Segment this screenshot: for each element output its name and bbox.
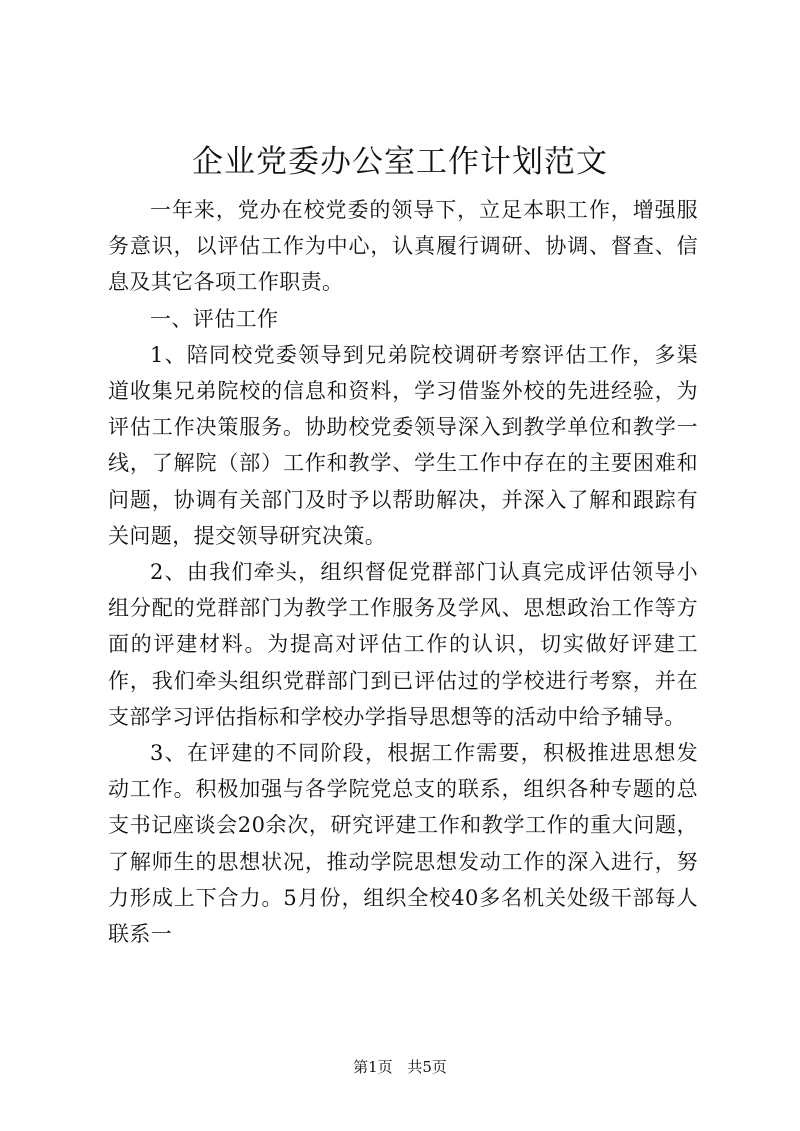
document-body	[108, 192, 698, 952]
page-total: 共5页	[407, 1058, 447, 1076]
page-number: 第1页	[353, 1058, 393, 1076]
section-heading: 一、评估工作	[150, 306, 279, 331]
body-paragraph: 1、陪同校党委领导到兄弟院校调研考察评估工作，多渠道收集兄弟院校的信息和资料，学习借鉴外校的先进经验，为评估工作决策服务。协助校党委领导深入到教学单位和教学一线，了解院（部）工作和教学、学生工作中存在的主要困难和问题，协调有关部门及时予以帮助解决，并深入了解和跟踪有关问题，提交领导研究决策。	[108, 342, 698, 548]
body-paragraph: 2、由我们牵头，组织督促党群部门认真完成评估领导小组分配的党群部门为教学工作服务及学风、思想政治工作等方面的评建材料。为提高对评估工作的认识，切实做好评建工作，我们牵头组织党群部门到已评估过的学校进行考察，并在支部学习评估指标和学校办学指导思想等的活动中给予辅导。	[108, 560, 698, 729]
body-paragraph: 3、在评建的不同阶段，根据工作需要，积极推进思想发动工作。积极加强与各学院党总支的联系，组织各种专题的总支书记座谈会20余次，研究评建工作和教学工作的重大问题，了解师生的思想状况，推动学院思想发动工作的深入进行，努力形成上下合力。5月份，组织全校40多名机关处级干部每人联系一	[108, 741, 698, 947]
intro-paragraph: 一年来，党办在校党委的领导下，立足本职工作，增强服务意识，以评估工作为中心，认真履行调研、协调、督查、信息及其它各项工作职责。	[108, 198, 698, 295]
page-footer	[0, 1057, 800, 1077]
document-title: 企业党委办公室工作计划范文	[192, 144, 608, 180]
